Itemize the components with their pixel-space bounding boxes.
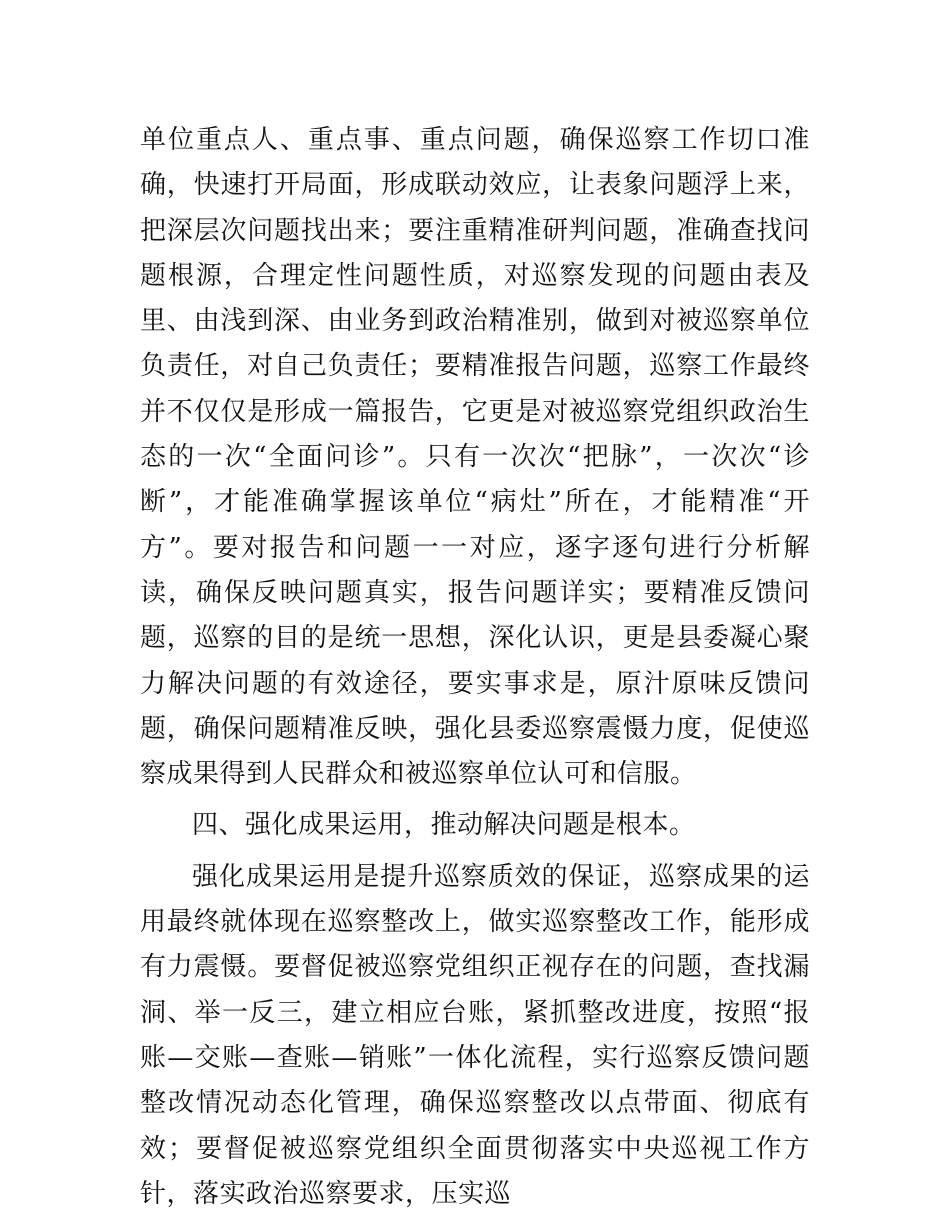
section-heading-four: 四、强化成果运用，推动解决问题是根本。 [192,810,696,841]
body-paragraph-results: 强化成果运用是提升巡察质效的保证，巡察成果的运用最终就体现在巡察整改上，做实巡察整改工作，能形成有力震慑。要督促被巡察党组织正视存在的问题，查找漏洞、举一反三，建立相应台账，紧抓整改进度，按照“报账—交账—查账—销账”一体化流程，实行巡察反馈问题整改情况动态化管理，确保巡察整改以点带面、彻底有效；要督促被巡察党组织全面贯彻落实中央巡视工作方针，落实政治巡察要求，压实巡 [140,861,810,1209]
document-page [140,118,810,1217]
body-paragraph-continued: 单位重点人、重点事、重点问题，确保巡察工作切口准确，快速打开局面，形成联动效应，让表象问题浮上来，把深层次问题找出来；要注重精准研判问题，准确查找问题根源，合理定性问题性质，对巡察发现的问题由表及里、由浅到深、由业务到政治精准别，做到对被巡察单位负责任，对自己负责任；要精准报告问题，巡察工作最终并不仅仅是形成一篇报告，它更是对被巡察党组织政治生态的一次“全面问诊”。只有一次次“把脉”，一次次“诊断”，才能准确掌握该单位“病灶”所在，才能精准“开方”。要对报告和问题一一对应，逐字逐句进行分析解读，确保反映问题真实，报告问题详实；要精准反馈问题，巡察的目的是统一思想，深化认识，更是县委凝心聚力解决问题的有效途径，要实事求是，原汁原味反馈问题，确保问题精准反映，强化县委巡察震慑力度，促使巡察成果得到人民群众和被巡察单位认可和信服。 [140,125,810,790]
